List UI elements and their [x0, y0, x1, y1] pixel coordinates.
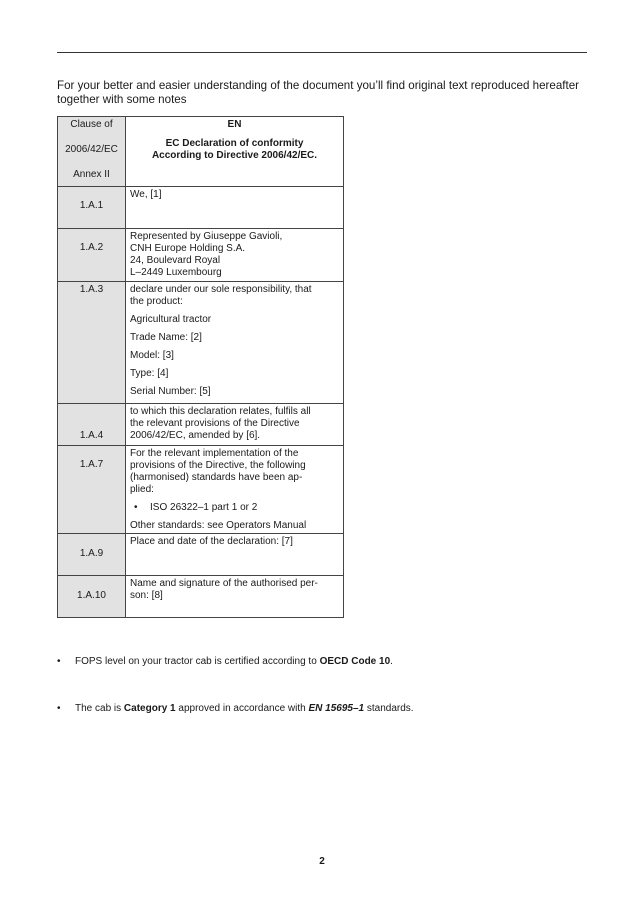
text-cell [126, 282, 344, 404]
text-line: Name and signature of the authorised per- [130, 578, 318, 589]
table-row [58, 534, 344, 576]
clause-header-line: 2006/42/EC [65, 144, 118, 155]
text-line: declare under our sole responsibility, that [130, 284, 312, 295]
text-cell [126, 446, 344, 534]
bullet: • [134, 502, 138, 513]
table-row [58, 576, 344, 618]
note-text: The cab is [75, 703, 124, 714]
clause-cell [58, 534, 126, 576]
text-line: CNH Europe Holding S.A. [130, 243, 246, 254]
note-cab-category [57, 703, 617, 715]
standard-list-item [130, 502, 339, 514]
note-fops [57, 656, 617, 668]
text-line: Other standards: see Operators Manual [130, 520, 307, 531]
clause-cell [58, 187, 126, 229]
text-cell [126, 404, 344, 446]
lang-header-cell [126, 117, 344, 187]
text-line: Trade Name: [2] [130, 332, 202, 343]
text-cell [126, 229, 344, 282]
note-text: standards. [364, 703, 414, 714]
text-line: provisions of the Directive, the following [130, 460, 306, 471]
note-emphasis: OECD Code 10 [319, 656, 391, 667]
table-row [58, 187, 344, 229]
table-header-row [58, 117, 344, 187]
text-line: ISO 26322–1 part 1 or 2 [150, 502, 258, 513]
clause-header-line: Clause of [70, 119, 113, 130]
clause-cell [58, 404, 126, 446]
table-row [58, 404, 344, 446]
bullet: • [57, 703, 61, 714]
clause-number: 1.A.2 [79, 242, 104, 253]
text-cell [126, 187, 344, 229]
text-line: (harmonised) standards have been ap- [130, 472, 303, 483]
text-line: 2006/42/EC, amended by [6]. [130, 430, 261, 441]
clause-number: 1.A.10 [77, 590, 106, 601]
clause-number: 1.A.1 [79, 200, 104, 211]
text-line: Type: [4] [130, 368, 169, 379]
text-line: For the relevant implementation of the [130, 448, 299, 459]
clause-cell [58, 282, 126, 404]
text-line: son: [8] [130, 590, 163, 601]
table-row [58, 446, 344, 534]
page-number: 2 [319, 856, 325, 867]
clause-cell [58, 576, 126, 618]
table-row [58, 282, 344, 404]
text-line: Agricultural tractor [130, 314, 212, 325]
clause-number: 1.A.4 [79, 430, 104, 441]
clause-header-line: Annex II [73, 169, 110, 180]
note-standard: EN 15695–1 [308, 703, 365, 714]
intro-paragraph: For your better and easier understanding of the document you’ll find original text reproduced hereafter together with some notes [57, 79, 580, 106]
clause-number: 1.A.7 [79, 459, 104, 470]
note-text: approved in accordance with [175, 703, 309, 714]
note-text: . [390, 656, 393, 667]
clause-number: 1.A.9 [79, 548, 104, 559]
language-label: EN [227, 119, 242, 130]
text-cell [126, 576, 344, 618]
top-rule [57, 52, 587, 53]
clause-header-cell [58, 117, 126, 187]
text-cell [126, 534, 344, 576]
note-text: FOPS level on your tractor cab is certified according to [75, 656, 320, 667]
declaration-title: EC Declaration of conformity [165, 138, 304, 149]
text-line: Place and date of the declaration: [7] [130, 536, 293, 547]
text-line: L–2449 Luxembourg [130, 267, 222, 278]
text-line: the relevant provisions of the Directive [130, 418, 300, 429]
table-row [58, 229, 344, 282]
clause-cell [58, 446, 126, 534]
note-emphasis: Category 1 [123, 703, 176, 714]
text-line: Represented by Giuseppe Gavioli, [130, 231, 283, 242]
text-line: the product: [130, 296, 183, 307]
declaration-subtitle: According to Directive 2006/42/EC. [151, 150, 318, 161]
clause-number: 1.A.3 [79, 284, 104, 295]
text-line: to which this declaration relates, fulfils all [130, 406, 311, 417]
text-line: Model: [3] [130, 350, 174, 361]
text-line: Serial Number: [5] [130, 386, 211, 397]
text-line: We, [1] [130, 189, 162, 200]
declaration-table [57, 116, 344, 618]
text-line: plied: [130, 484, 154, 495]
text-line: 24, Boulevard Royal [130, 255, 221, 266]
bullet: • [57, 656, 61, 667]
clause-cell [58, 229, 126, 282]
